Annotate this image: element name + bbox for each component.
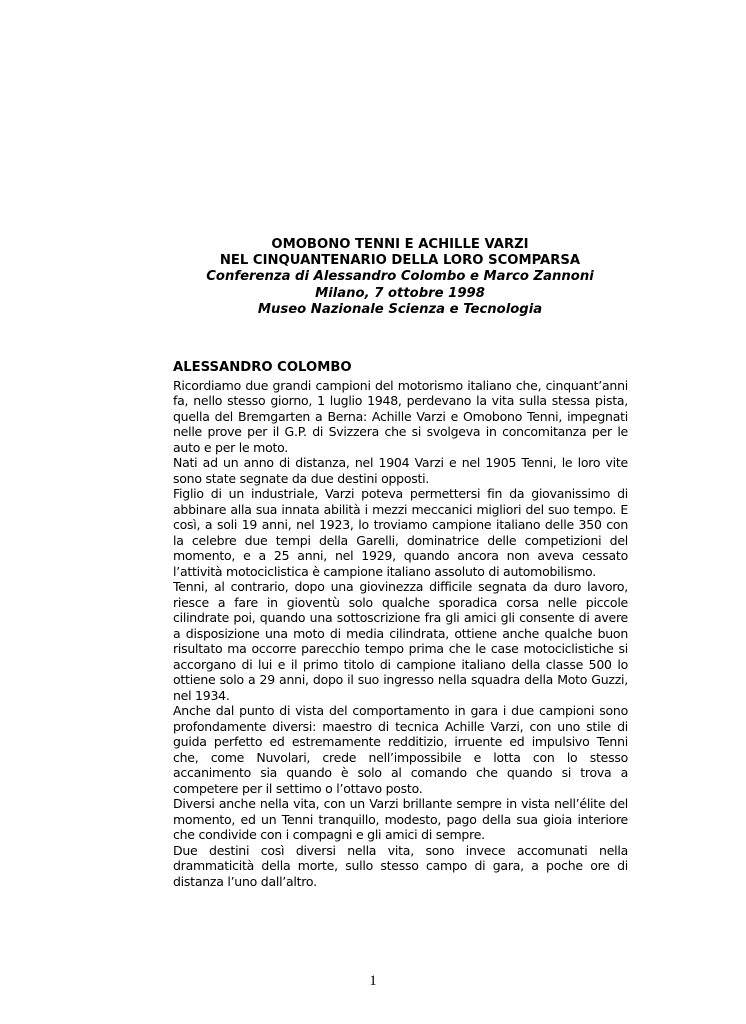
speech-section	[173, 360, 628, 889]
paragraph: Due destini così diversi nella vita, sono invece accomunati nella drammaticità della morte, sullo stesso campo di gara, a poche ore di distanza l’uno dall’altro.	[173, 842, 628, 889]
title-line-2: NEL CINQUANTENARIO DELLA LORO SCOMPARSA	[219, 253, 581, 269]
paragraph: Ricordiamo due grandi campioni del motorismo italiano che, cinquant’anni fa, nello stesso giorno, 1 luglio 1948, perdevano la vita sulla stessa pista, quella del Bremgarten a Berna: Achille Varzi e Omobono Tenni, impegnati nelle prove per il G.P. di Svizzera che si svolgeva in concomitanza per le auto e per le moto.	[173, 377, 628, 455]
paragraph: Nati ad un anno di distanza, nel 1904 Varzi e nel 1905 Tenni, le loro vite sono state segnate da due destini opposti.	[173, 455, 628, 486]
conference-subtitle: Conferenza di Alessandro Colombo e Marco Zannoni	[206, 269, 594, 285]
paragraph: Tenni, al contrario, dopo una giovinezza difficile segnata da duro lavoro, riesce a fare in gioventù solo qualche sporadica corsa nelle piccole cilindrate poi, quando una sottoscrizione fra gli amici gli consente di avere a disposizione una moto di media cilindrata, ottiene anche qualche buon risultato ma occorre parecchio tempo prima che le case motociclistiche si accorgano di lui e il primo titolo di campione italiano della classe 500 lo ottiene solo a 29 anni, dopo il suo ingresso nella squadra della Moto Guzzi, nel 1934.	[173, 579, 628, 703]
document-header	[150, 237, 650, 318]
title-line-1: OMOBONO TENNI E ACHILLE VARZI	[271, 237, 529, 252]
paragraph: Diversi anche nella vita, con un Varzi brillante sempre in vista nell’élite del momento, ed un Tenni tranquillo, modesto, pago della sua gioia interiore che condivide con i compagni e gli amici di sempre.	[173, 796, 628, 842]
speaker-name: ALESSANDRO COLOMBO	[173, 360, 352, 375]
paragraph: Anche dal punto di vista del comportamento in gara i due campioni sono profondamente diversi: maestro di tecnica Achille Varzi, con uno stile di guida perfetto ed estremamente redditizio, irruente ed impulsivo Tenni che, come Nuvolari, crede nell’impossibile e lotta con lo stesso accanimento sia quando è solo al comando che quando si trova a competere per il settimo o l’ottavo posto.	[173, 703, 628, 796]
conference-venue: Museo Nazionale Scienza e Tecnologia	[257, 301, 543, 317]
page-number: 1	[369, 973, 377, 989]
conference-date: Milano, 7 ottobre 1998	[315, 285, 485, 301]
paragraph: Figlio di un industriale, Varzi poteva permettersi fin da giovanissimo di abbinare alla sua innata abilità i mezzi meccanici migliori del suo tempo. E così, a soli 19 anni, nel 1923, lo troviamo campione italiano delle 350 con la celebre due tempi della Garelli, dominatrice delle competizioni del momento, e a 25 anni, nel 1929, quando ancora non aveva cessato l’attività motociclistica è campione italiano assoluto di automobilismo.	[173, 486, 628, 579]
